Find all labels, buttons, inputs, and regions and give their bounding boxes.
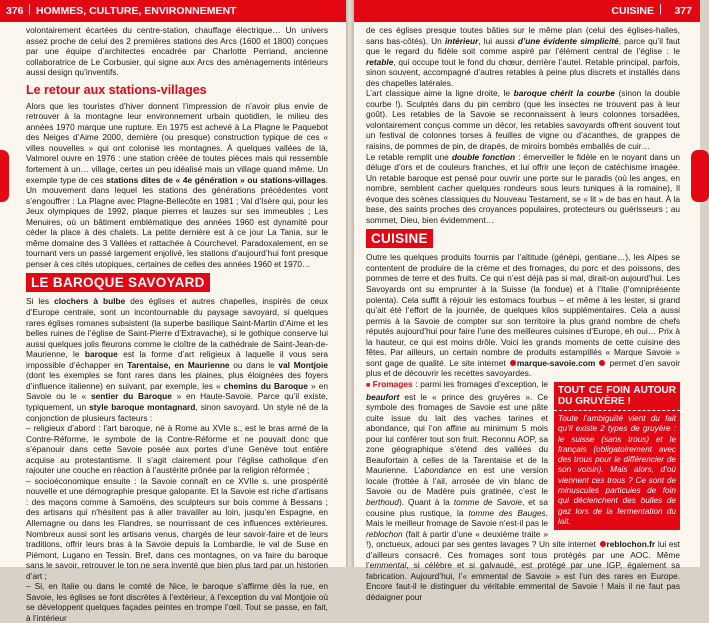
baroque-paragraph-1: Si les clochers à bulbe des églises et autres chapelles, inspirés de ceux d’Europe centrale, sont un incontournable du paysage savoyard, si quelques rares églises romanes subsistent (la superbe basilique Saint-Martin d’Aime et les belles ruines de l’église de Saint-Pierre d’Extravache), si le gothique conserve lui aussi quelques jolis fleurons comme le cloître de la cathédrale de Saint-Jean-de-Maurienne, le baroque est la forme d’art religieux à laquelle il vous sera impossible d’échapper en Tarentaise, en Maurienne ou dans le val Montjoie (dont les exemples se font rares dans les plaines, plus éloignées des foyers d’influence italienne) en suivant, par exemple, les « chemins du Baroque » en Savoie ou le « sentier du Baroque » en Haute-Savoie. Parce qu’il existe, typiquement, un style baroque montagnard, sinon savoyard. Un style né de la conjonction de plusieurs facteurs : — [26, 296, 329, 423]
left-running-title: HOMMES, CULTURE, ENVIRONNEMENT — [36, 5, 237, 17]
baroque-paragraph-4: – Si, en Italie ou dans le comté de Nice, le baroque s’affirme dès la rue, en Savoie, les églises se font discrètes à l’extérieur, à l’exception du val Montjoie où se développent quelques façades peintes en trompe l’œil. Tout se passe, en fait, à l’intérieur — [26, 581, 328, 623]
reblochon-link[interactable]: reblochon.fr — [606, 539, 656, 550]
cuisine-heading: CUISINE — [366, 229, 433, 248]
web-icon — [510, 360, 516, 366]
fromages-section — [366, 379, 680, 602]
fromages-paragraph: ■ Fromages : parmi les fromages d’exception, le beaufort est le « prince des gruyères ». Ce symbole des fromages de Savoie est une pâte cuite issue du lait des vaches tarines et abondance, qui l’on affine au minimum 5 mois pour lui conférer tout son fruit. Reconnu AOP, sa zone géographique s’étend des vallées du Beaufortain à celles de la Tarentaise et de la Maurienne. L’abondance en est une version locale (frottée à l’ail, arrosée de vin blanc de Savoie ou de Madère puis gratinée, c’est le berthoud). Quant à la tomme de Savoie, et sa cousine plus rustique, la tomme des Bauges. Mais le meilleur fromage de Savoie n’est-il pas le reblochon (fait à partir d’une « deuxième traite » !), onctueux, adouci par ses gentes lavages ? Un site internet reblochon.fr lui est d’ailleurs consacré. Ces fromages sont tous protégés par une AOC. Même l’emmental, si célèbre et si galvaudé, est protégé par une IGP, également sa fabrication. Aujourd’hui, l’« emmental de Savoie » est l’un des rares en Europe. Encore faut-il le distinguer du véritable emmental de Savoie ! Mais il ne faut pas dédaigner pour — [366, 378, 680, 602]
right-running-title: CUISINE — [611, 5, 654, 17]
gruyere-box-text: Toute l’ambiguïté vient du fait qu’il existe 2 types de gruyère : le suisse (sans trous) et le français (obligatoirement avec des trous pour le différencier de son voisin). Mais alors, d’où viennent ces trous ? Ce sont de minuscules particules de foin qui déclenchent des bulles de gaz lors de la fermentation du lait. — [558, 413, 676, 526]
baroque-cont-paragraph-2: L’art classique aime la ligne droite, le baroque chérit la courbe (sinon la double courbe !). Sculptés dans du pin cembro (que les insectes ne trouvent pas à leur goût). Les retables de la Savoie se reconnaissent à leurs colonnes torsadées, volontairement conçus comme un décor, les retables savoyards offrent souvent tout un festival de colonnes torses à feuilles de vigne ou d’acanthes, de grappes de raisins, de pommes de pin, de drapés, de miroirs bombés emballés de cuir… — [366, 88, 680, 152]
right-page — [354, 0, 700, 602]
right-running-head — [354, 0, 700, 22]
left-body — [26, 25, 328, 623]
gruyere-box-title: TOUT CE FOIN AUTOUR DU GRUYÈRE ! — [554, 382, 680, 411]
left-page — [0, 0, 346, 623]
right-body — [366, 25, 680, 602]
baroque-heading: LE BAROQUE SAVOYARD — [26, 273, 210, 292]
retour-heading: Le retour aux stations-villages — [26, 82, 207, 97]
baroque-paragraph-2: – religieux d’abord : l’art baroque, né à Rome au XVIe s., est le bras armé de la Contre-Réforme, le symbole de la Contre-Réforme et ne pouvait donc que s’épanouir dans cette Savoie posée aux portes d’une Genève tout entière acquise au protestantisme. Il s’agit clairement pour l’église catholique d’en rajouter une couche en réaction à l’austérité prônée par la religion réformée ; — [26, 423, 328, 476]
baroque-cont-paragraph-3: Le retable remplit une double fonction : émerveiller le fidèle en le noyant dans un déluge d’ors et de couleurs franches, et lui offrir une leçon de catéchisme imagée. Un retable baroque est pensé pour ouvrir une porte sur le paradis (où les anges, en nombre, semblent cacher quelques rondeurs sous leurs tuniques à la romaine), Il évoque des scènes classiques du Nouveau Testament, se « lit » de bas en haut. À la base, des saints proches des croyances populaires, protecteurs ou guérisseurs ; au sommet, Dieu, bien évidemment… — [366, 151, 680, 225]
gruyere-sidebar-box — [554, 382, 680, 530]
marque-savoie-link[interactable]: marque-savoie.com — [516, 357, 596, 368]
web-icon — [600, 541, 606, 547]
intro-paragraph: volontairement écartées du centre-station, chauffage électrique… Un univers assez proche de celui des 2 premières stations des Arcs (1600 et 1800) conçues par une équipe d’architectes encadrée par Charlotte Perriand, ancienne collaboratrice de Le Corbusier, qui signe aux Arcs des aménagements intérieurs aussi design qu’inventifs. — [26, 25, 328, 78]
left-page-number: 376 — [6, 5, 24, 17]
left-running-head — [0, 0, 346, 22]
web-icon — [599, 360, 605, 366]
separator-bar: | — [659, 3, 662, 15]
left-thumb-tab — [0, 150, 9, 202]
cuisine-paragraph-1: Outre les quelques produits fournis par l’altitude (génépi, gentiane…), les Alpes se contentent de produire de la crème et des fromages, du porc et des poissons, des pommes de terre et des fruits. Ce qui n’est déjà pas si mal, dirait-on aujourd’hui. Les Savoyards ont su emprunter à la Suisse (la fondue) et à l’Italie (l’omniprésente polenta). Cela suffit à réjouir les estomacs fourbus – et même à les lester, si grand qu’ait été l’effort de la journée, de quelques kilos supplémentaires. Cela a aussi permis à la Savoie de compter sur son territoire la plus grand nombre de chefs réputés aujourd’hui pour faire l’une des meilleures cuisines d’Europe, eh oui… Prix à la hauteur, ce qui est moins drôle. Voici les grands moments de cette cuisine des fêtes. Par ailleurs, un certain nombre de produits estampillés « Marque Savoie » sont gage de qualité. Le site internet marque-savoie.com permet d’en savoir plus et de découvrir les recettes savoyardes. — [366, 252, 680, 379]
book-gutter — [346, 0, 354, 567]
separator-bar: | — [28, 3, 31, 15]
right-thumb-tab — [691, 150, 709, 202]
retour-paragraph: Alors que les touristes d’hiver donnent l’impression de n’avoir plus envie de retrouver à la montagne leur environnement urbain quotidien, le milieu des années 1970 marque une rupture. En 1975 est achevé à La Plagne le Paquebot des Neiges d’Aime 2000, dernière (ou presque) construction typique de ces « villes nouvelles » qui ont colonisé les montagnes. À quelques vallées de là, Valmorel ouvre en 1976 : une station créée de toutes pièces mais qui ressemble fortement à un… village, certes un peu idéalisé mais un village quand même. Un exemple type de ces stations dites de « 4e génération » ou stations-villages. Un mouvement dans lequel les stations des générations précédentes vont s’engouffrer : La Plagne avec Plagne-Bellecôte en 1981 ; Val d’Isère qui, pour les Jeux olympiques de 1992, plaque pierres et lauzes sur ses immeubles ; Les Menuires, où un bâtiment emblématique des années 1960 est dynamité pour céder la place à des chalets. La petite dernière est à ce jour La Tania, sur le même domaine des 3 Vallées et rattachée à Courchevel. Paradoxalement, en se tournant vers un passé largement enjolivé, les stations d’aujourd’hui font presque penser à ces cités utopiques, certaines de celles des années 1960 et 1970… — [26, 100, 328, 269]
baroque-paragraph-3: – socioéconomique ensuite : la Savoie connaît en ce XVIIe s. une prospérité nouvelle et une démographie presque galopante. Et la Savoie est riche d’artisans : des maçons comme à Samoëns, des sculpteurs sur bois comme à Bessans ; des artisans qui n’hésitent pas à aller travailler au loin, jusqu’en Espagne, en Allemagne ou dans les Flandres, se nourrissant de ces influences extérieures. Nombreux aussi sont les artisans venus, chargés de leur savoir-faire et de leurs traditions, offrir leurs bras à la Savoie depuis la Lombardie, le val de Suse en Piémont, Lugano en Tessin. Bref, dans ces montagnes, on va faire du baroque sans le savoir, retrouver le ton ne sera inventé que bien plus tard par un historien d’art ; — [26, 475, 328, 581]
fromages-label: Fromages — [372, 378, 413, 389]
baroque-cont-paragraph-1: de ces églises presque toutes bâties sur le même plan (celui des églises-halles, sans bas-côtés). Un intérieur, lui aussi d’une évidente simplicité, parce qu’il faut que le regard du fidèle soit comme aspiré par l’élément central de l’église : le retable, qui occupe tout le fond du chœur, derrière l’autel. Retable principal, parfois, sinon souvent, accompagné d’autres retables à peine plus discrets et installés dans des chapelles latérales. — [366, 25, 681, 88]
right-page-number: 377 — [674, 5, 692, 17]
